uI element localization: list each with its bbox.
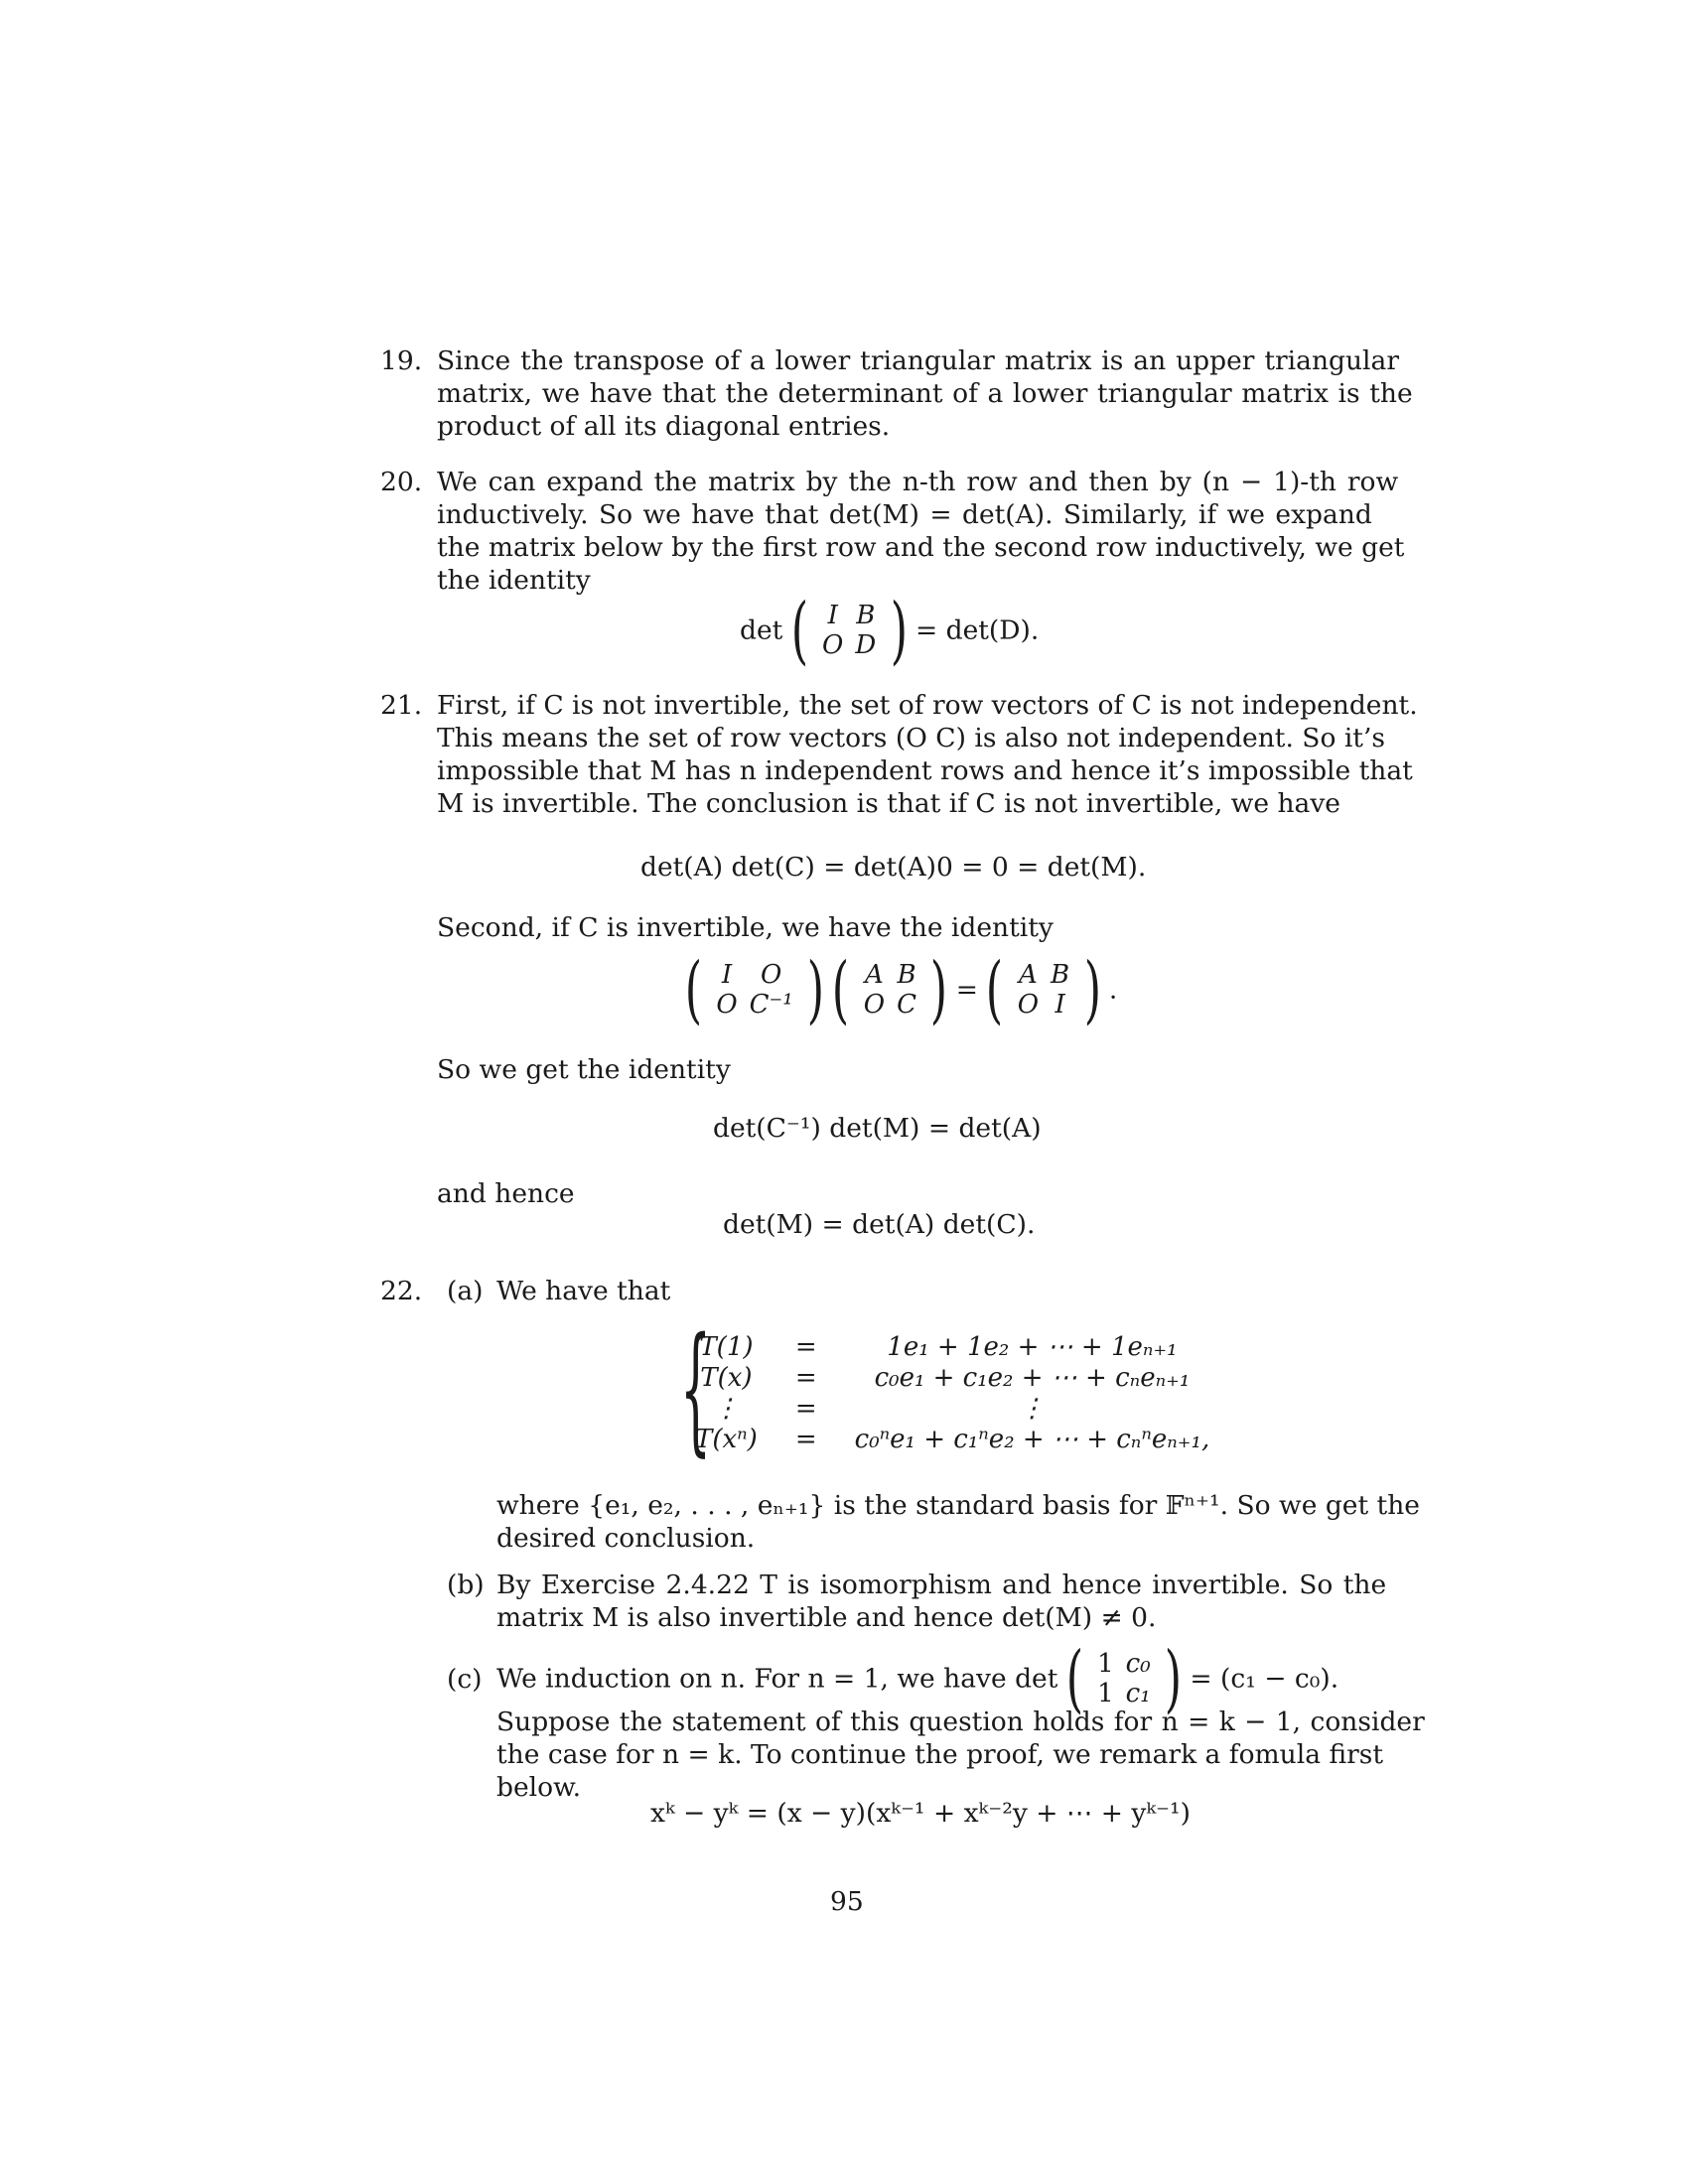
- matrix-cell: B: [856, 601, 876, 630]
- system-rhs: ⋮: [1019, 1394, 1046, 1424]
- system-eq: =: [794, 1425, 817, 1454]
- matrix-cell: O: [822, 630, 844, 660]
- matrix-cell: C: [897, 990, 916, 1020]
- matrix-cell: O: [1017, 990, 1040, 1020]
- item-21-equation-4: det(M) = det(A) det(C).: [723, 1209, 1036, 1240]
- left-paren: (: [1065, 1636, 1083, 1721]
- item-21-line-1: First, if C is not invertible, the set of row vectors of C is not independent.: [437, 690, 1418, 721]
- matrix-result: [1012, 960, 1075, 1020]
- item-20-line-3: the matrix below by the first row and the second row inductively, we get: [437, 532, 1405, 563]
- matrix-cell: B: [897, 960, 916, 990]
- equals-sign: =: [955, 974, 978, 1006]
- matrix-cell: I: [1055, 990, 1065, 1020]
- page-number: 95: [830, 1886, 864, 1917]
- matrix-cell: D: [855, 630, 877, 660]
- item-22c-label: (c): [447, 1664, 483, 1695]
- system-row: [685, 1394, 1219, 1425]
- item-21-equation-1: det(A) det(C) = det(A)0 = 0 = det(M).: [640, 852, 1147, 883]
- item-number-21: 21.: [380, 690, 423, 721]
- right-paren: ): [890, 588, 908, 673]
- item-22b-line-1: By Exercise 2.4.22 T is isomorphism and hence invertible. So the: [496, 1570, 1387, 1600]
- item-19-line-2: matrix, we have that the determinant of a lower triangular matrix is the: [437, 378, 1413, 409]
- item-number-22: 22.: [380, 1276, 423, 1306]
- item-21-second-case: Second, if C is invertible, we have the identity: [437, 912, 1054, 943]
- system-lhs: T(x): [700, 1363, 753, 1393]
- left-paren: (: [684, 947, 703, 1032]
- matrix-cell: O: [716, 990, 738, 1020]
- item-number-19: 19.: [380, 345, 423, 376]
- matrix-inverse: [710, 960, 798, 1020]
- matrix-cell: O: [863, 990, 886, 1020]
- system-eq: =: [794, 1363, 817, 1393]
- system-lhs: T(1): [699, 1332, 754, 1362]
- matrix-c: [1091, 1649, 1157, 1708]
- det-label: det: [740, 614, 783, 646]
- item-20-equation: [740, 588, 1040, 673]
- item-19-line-1: Since the transpose of a lower triangular matrix is an upper triangular: [437, 345, 1399, 376]
- system-rhs: 1e₁ + 1e₂ + ⋯ + 1eₙ₊₁: [887, 1332, 1178, 1362]
- item-22b-line-2: matrix M is also invertible and hence det(M) ≠ 0.: [496, 1602, 1157, 1633]
- system-rhs: c₀e₁ + c₁e₂ + ⋯ + cₙeₙ₊₁: [874, 1363, 1191, 1393]
- item-22c-first-text: We induction on n. For n = 1, we have det: [496, 1663, 1058, 1695]
- matrix-cell: A: [865, 960, 884, 990]
- matrix-cell: 1: [1097, 1679, 1114, 1708]
- item-21-line-4: M is invertible. The conclusion is that if C is not invertible, we have: [437, 788, 1340, 819]
- matrix-cell: C⁻¹: [749, 990, 793, 1020]
- item-21-line-3: impossible that M has n independent rows and hence it’s impossible that: [437, 755, 1413, 786]
- system-row: [685, 1363, 1219, 1394]
- right-paren: ): [806, 947, 825, 1032]
- left-paren: (: [790, 588, 808, 673]
- left-paren: (: [986, 947, 1004, 1032]
- item-19-line-3: product of all its diagonal entries.: [437, 411, 891, 442]
- item-22a-text: We have that: [496, 1276, 671, 1306]
- matrix-cell: A: [1018, 960, 1038, 990]
- item-21-hence-text: and hence: [437, 1178, 575, 1209]
- item-21-so-text: So we get the identity: [437, 1054, 731, 1085]
- item-21-equation-3: det(C⁻¹) det(M) = det(A): [713, 1113, 1042, 1144]
- matrix-cell: I: [721, 960, 733, 990]
- item-22c-line-2: the case for n = k. To continue the proof, we remark a fomula first: [496, 1739, 1384, 1770]
- item-22a-label: (a): [447, 1276, 484, 1306]
- item-22c-first-line: [496, 1636, 1339, 1721]
- right-paren: ): [1164, 1636, 1183, 1721]
- item-22a-after-line-1: where {e₁, e₂, . . . , eₙ₊₁} is the standard basis for 𝔽ⁿ⁺¹. So we get the: [496, 1490, 1420, 1521]
- item-22c-equation: xᵏ − yᵏ = (x − y)(xᵏ⁻¹ + xᵏ⁻²y + ⋯ + yᵏ⁻¹): [650, 1798, 1191, 1829]
- equation-rhs: = det(D).: [914, 614, 1040, 646]
- item-20-line-4: the identity: [437, 565, 591, 596]
- system-eq: =: [794, 1394, 817, 1424]
- item-22c-line-3: below.: [496, 1772, 582, 1803]
- item-22a-system: [685, 1332, 1219, 1455]
- item-22c-first-end: = (c₁ − c₀).: [1190, 1663, 1339, 1695]
- period: .: [1108, 974, 1118, 1006]
- item-20-line-2: inductively. So we have that det(M) = det(A). Similarly, if we expand: [437, 499, 1372, 530]
- system-row: [685, 1332, 1219, 1363]
- left-paren: (: [832, 947, 850, 1032]
- item-22a-after-line-2: desired conclusion.: [496, 1523, 756, 1554]
- system-rhs: c₀ⁿe₁ + c₁ⁿe₂ + ⋯ + cₙⁿeₙ₊₁,: [854, 1425, 1210, 1454]
- system-lhs: T(xⁿ): [695, 1425, 758, 1454]
- matrix-cell: I: [827, 601, 838, 630]
- matrix-m: [858, 960, 922, 1020]
- item-number-20: 20.: [380, 467, 423, 497]
- matrix-cell: B: [1051, 960, 1070, 990]
- item-22c-line-1: Suppose the statement of this question holds for n = k − 1, consider: [496, 1706, 1425, 1737]
- left-brace: {: [679, 1308, 712, 1470]
- matrix-ib-od: [816, 601, 882, 660]
- matrix-cell: c₀: [1125, 1649, 1151, 1679]
- matrix-cell: 1: [1097, 1649, 1114, 1679]
- system-row: [685, 1425, 1219, 1455]
- item-20-line-1: We can expand the matrix by the n-th row and then by (n − 1)-th row: [437, 467, 1399, 497]
- right-paren: ): [930, 947, 948, 1032]
- item-22b-label: (b): [447, 1570, 485, 1600]
- right-paren: ): [1083, 947, 1101, 1032]
- system-lhs: ⋮: [713, 1394, 740, 1424]
- system-eq: =: [794, 1332, 817, 1362]
- item-21-equation-2: [684, 947, 1118, 1032]
- matrix-cell: O: [761, 960, 782, 990]
- item-21-line-2: This means the set of row vectors (O C) is also not independent. So it’s: [437, 723, 1385, 753]
- matrix-cell: c₁: [1125, 1679, 1151, 1708]
